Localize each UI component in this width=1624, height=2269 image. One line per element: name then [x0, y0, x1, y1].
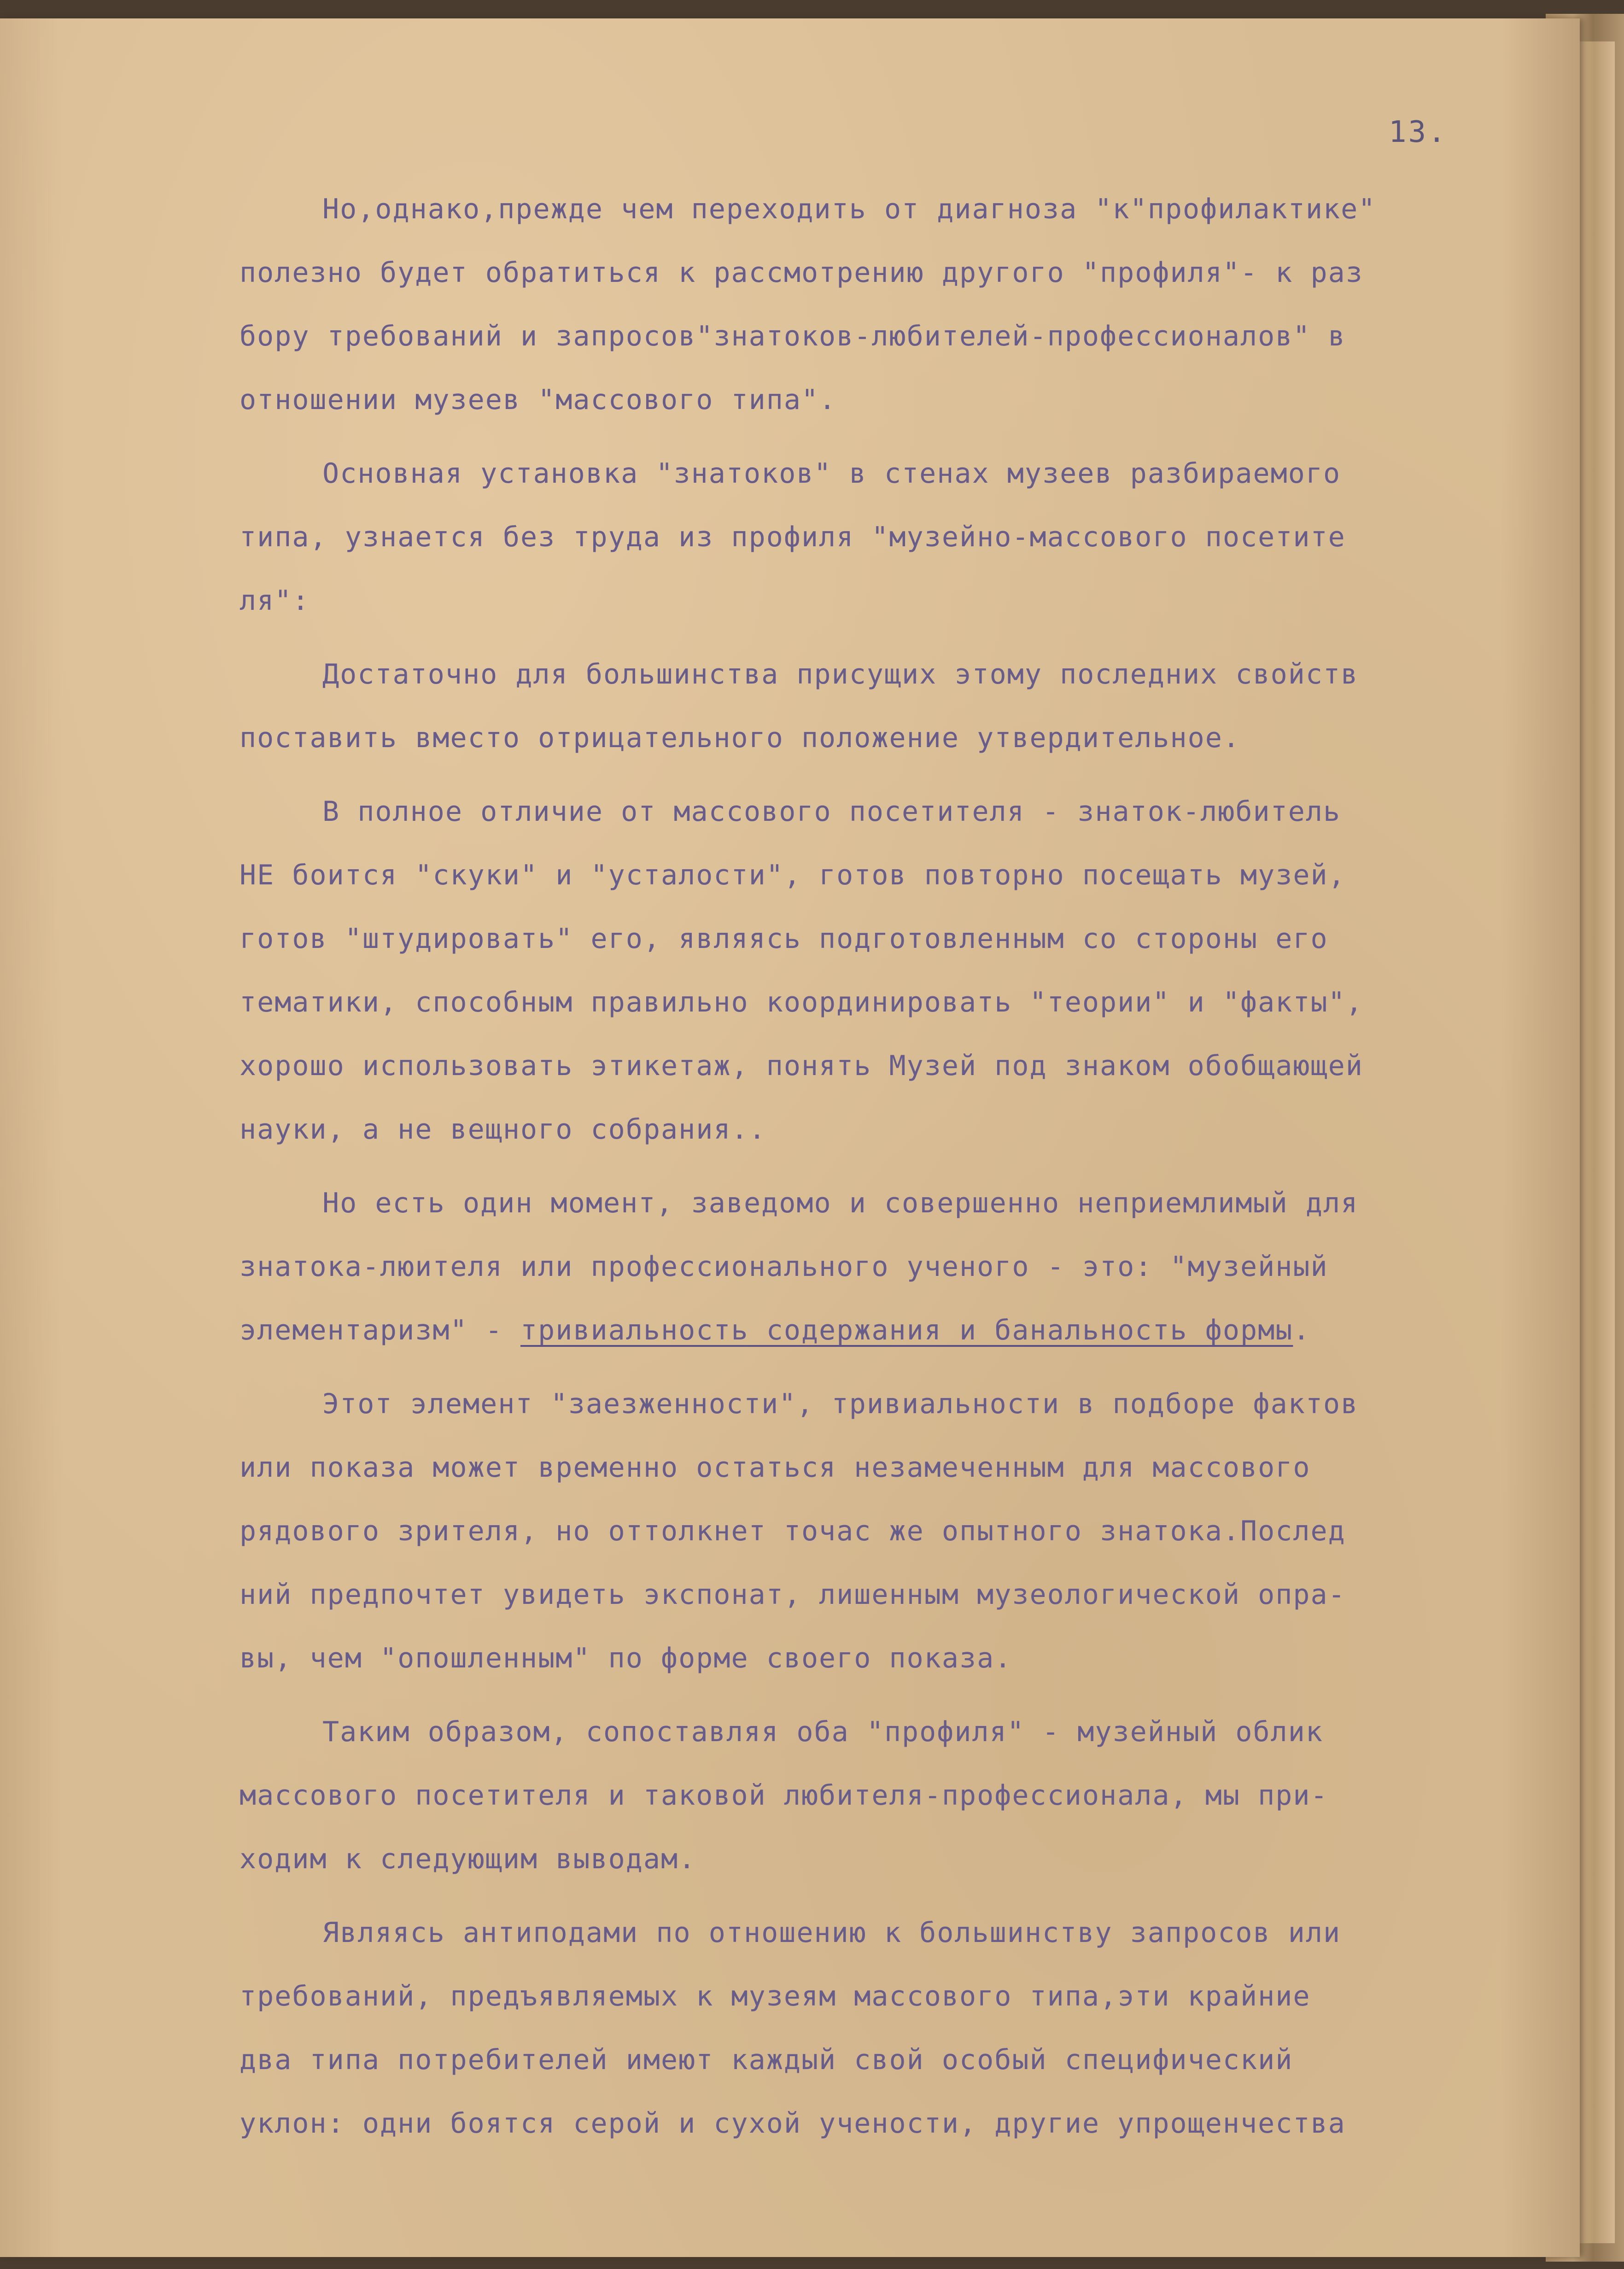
text-line: уклон: одни боятся серой и сухой учености, другие упрощенчества	[240, 2107, 1346, 2140]
typewritten-page	[0, 18, 1580, 2257]
text-line: полезно будет обратиться к рассмотрению другого "профиля"- к раз	[240, 257, 1363, 289]
text-line: В полное отличие от массового посетителя - знаток-любитель	[322, 795, 1341, 828]
text-line: отношении музеев "массового типа".	[240, 384, 837, 416]
text-line: Но есть один момент, заведомо и совершенно неприемлимый для	[322, 1187, 1359, 1219]
underlined-phrase: тривиальность содержания и банальность формы	[520, 1314, 1293, 1346]
text-line: бору требований и запросов"знатоков-любителей-профессионалов" в	[240, 320, 1346, 352]
text-line: два типа потребителей имеют каждый свой особый специфический	[240, 2044, 1293, 2076]
text-segment: элементаризм" -	[240, 1314, 520, 1346]
text-line: НЕ боится "скуки" и "усталости", готов повторно посещать музей,	[240, 859, 1346, 891]
text-line: науки, а не вещного собрания..	[240, 1113, 766, 1146]
text-line: ля":	[240, 585, 310, 617]
body-text	[240, 177, 1566, 2155]
text-line: знатока-люителя или профессионального ученого - это: "музейный	[240, 1251, 1328, 1283]
text-line: массового посетителя и таковой любителя-профессионала, мы при-	[240, 1779, 1328, 1812]
text-line: Таким образом, сопоставляя оба "профиля" - музейный облик	[322, 1716, 1324, 1748]
text-line: поставить вместо отрицательного положение утвердительное.	[240, 722, 1241, 754]
text-line: или показа может временно остаться незамеченным для массового	[240, 1451, 1311, 1484]
text-line: готов "штудировать" его, являясь подготовленным со стороны его	[240, 923, 1328, 955]
text-line: типа, узнается без труда из профиля "музейно-массового посетите	[240, 521, 1346, 553]
text-line: Являясь антиподами по отношению к большинству запросов или	[322, 1917, 1341, 1949]
text-line: рядового зрителя, но оттолкнет точас же опытного знатока.Послед	[240, 1515, 1346, 1547]
page-number: 13.	[1389, 115, 1448, 149]
text-line: Этот элемент "заезженности", тривиальности в подборе фактов	[322, 1388, 1359, 1420]
text-line: тематики, способным правильно координировать "теории" и "факты",	[240, 986, 1363, 1018]
text-line: хорошо использовать этикетаж, понять Музей под знаком обобщающей	[240, 1050, 1363, 1082]
text-line: ходим к следующим выводам.	[240, 1843, 696, 1875]
text-line-with-underline	[240, 1298, 1566, 1362]
text-line: требований, предъявляемых к музеям массового типа,эти крайние	[240, 1980, 1311, 2012]
text-line: Основная установка "знатоков" в стенах музеев разбираемого	[322, 457, 1341, 490]
text-line: ний предпочтет увидеть экспонат, лишенным музеологической опра-	[240, 1579, 1346, 1611]
text-line: Но,однако,прежде чем переходить от диагноза "к"профилактике"	[322, 193, 1376, 225]
text-line: Достаточно для большинства присущих этому последних свойств	[322, 658, 1359, 690]
text-line: вы, чем "опошленным" по форме своего показа.	[240, 1642, 1012, 1674]
text-segment: .	[1293, 1314, 1311, 1346]
